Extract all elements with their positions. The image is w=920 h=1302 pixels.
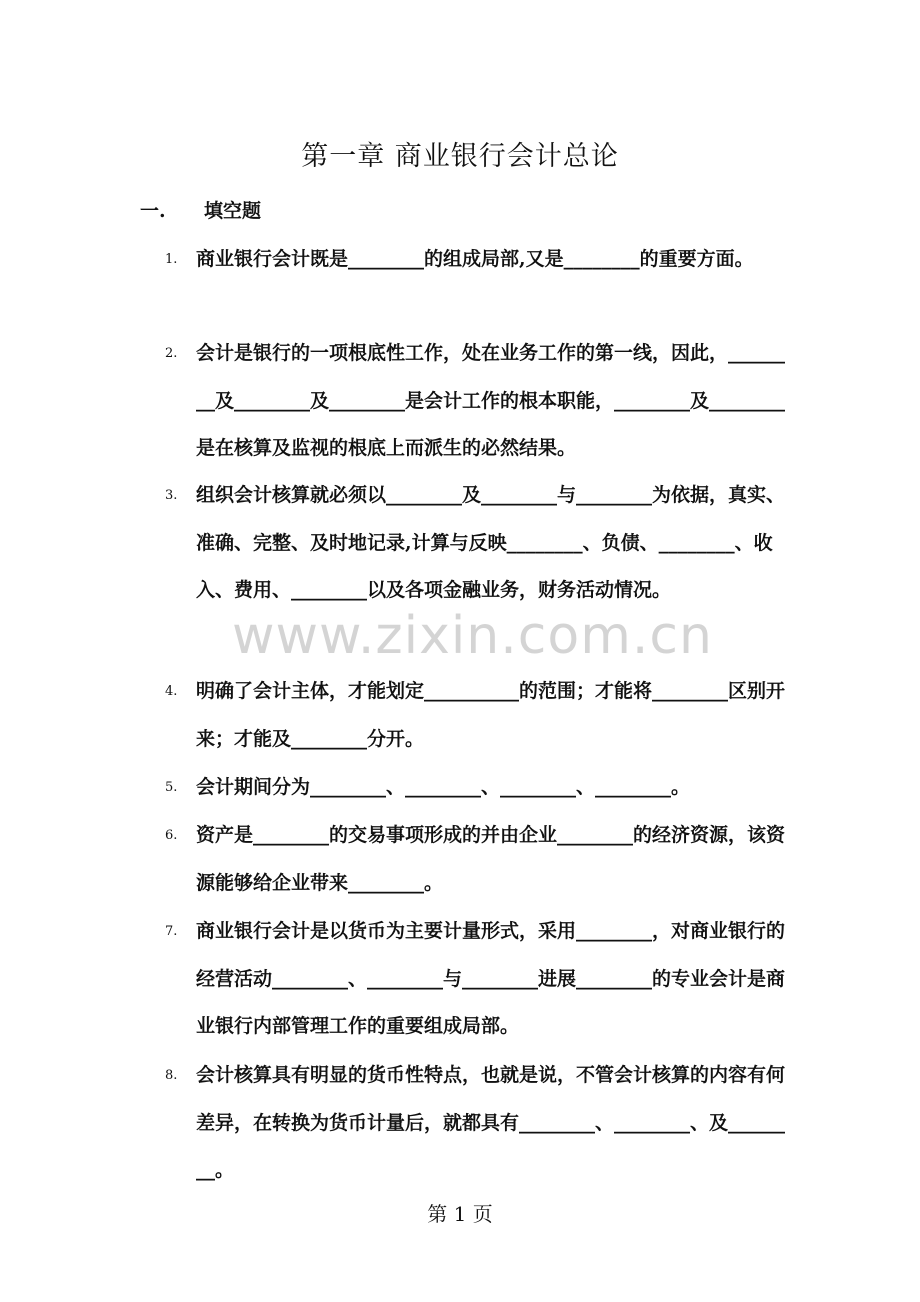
page-title: 第一章 商业银行会计总论 [301,141,619,172]
question-number: 3. [165,488,178,503]
question-text: 商业银行会计是以货币为主要计量形式，采用________，对商业银行的经营活动________、________与________进展________的专业会计是商业银行内部管理工作的重要组成局部。 [196,920,786,1037]
question-number: 8. [165,1068,178,1083]
section-title: 填空题 [204,200,262,222]
section-number: 一. [140,200,166,222]
question-text: 会计期间分为________、________、________、________。 [196,776,691,798]
question-number: 1. [165,252,178,267]
question-number: 4. [165,684,178,699]
question-number: 6. [165,828,178,843]
question-number: 7. [165,924,178,939]
question-text: 资产是________的交易事项形成的并由企业________的经济资源，该资源能够给企业带来________。 [196,824,786,894]
question-text: 明确了会计主体，才能划定__________的范围；才能将________区别开来；才能及________分开。 [196,680,786,750]
page-number-footer: 第 1 页 [427,1202,493,1226]
question-text: 会计核算具有明显的货币性特点，也就是说，不管会计核算的内容有何差异，在转换为货币计量后，就都具有________、________、及________。 [196,1064,786,1181]
question-number: 5. [165,780,178,795]
question-text: 组织会计核算就必须以________及________与________为依据，真实、准确、完整、及时地记录,计算与反映________、负债、________、收入、费用、________以及各项金融业务，财务活动情况。 [196,484,786,601]
question-text: 商业银行会计既是________的组成局部,又是________的重要方面。 [196,248,754,270]
watermark: www.zixin.com.cn [232,606,713,666]
section-heading [140,196,261,223]
question-number: 2. [165,346,178,361]
question-text: 会计是银行的一项根底性工作，处在业务工作的第一线，因此，________及________及________是会计工作的根本职能，________及________是在核算及监视的根底上而派生的必然结果。 [196,342,786,459]
